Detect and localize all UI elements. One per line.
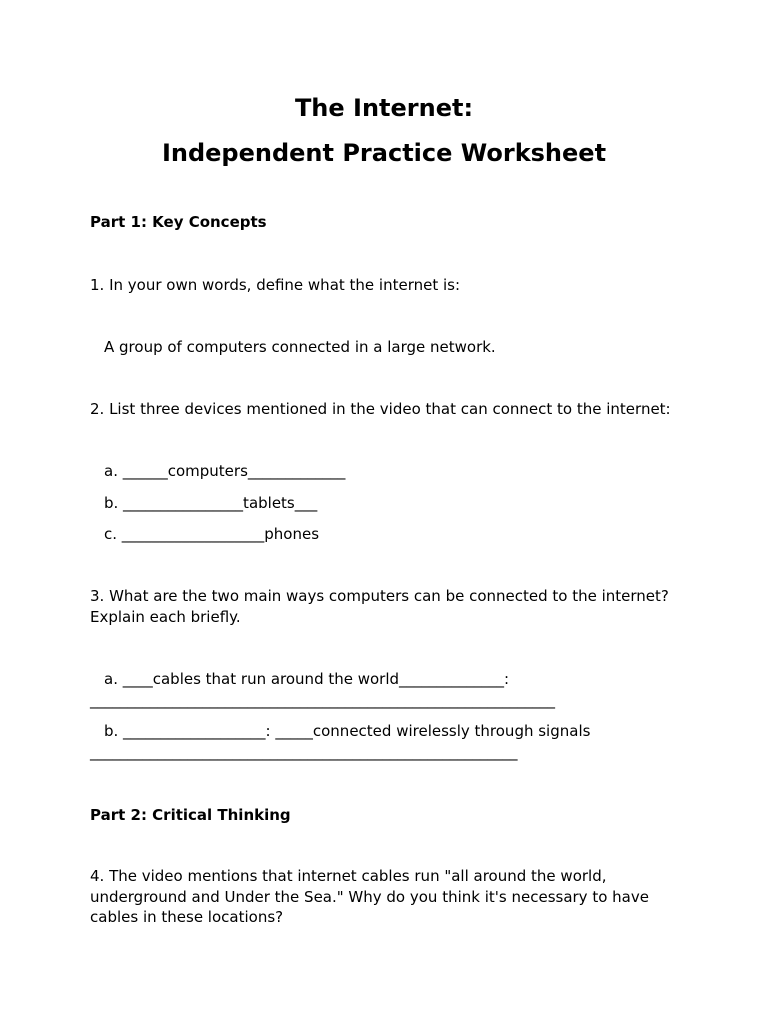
answer-2b: b. ________________tablets___ <box>104 494 318 512</box>
question-1: 1. In your own words, define what the internet is: <box>90 276 461 294</box>
question-4: 4. The video mentions that internet cables run "all around the world, underground and Under the Sea." Why do you think it's necessary to have cables in these locations? <box>90 867 649 926</box>
question-3: 3. What are the two main ways computers can be connected to the internet? Explain each briefly. <box>90 587 669 626</box>
title-line-2: Independent Practice Worksheet <box>161 139 607 167</box>
answer-2a: a. ______computers_____________ <box>104 462 346 480</box>
title-line-1: The Internet: <box>294 94 474 122</box>
part2-heading: Part 2: Critical Thinking <box>90 806 291 824</box>
answer-3b: b. ___________________: _____connected wirelessly through signals <box>104 722 591 740</box>
answer-3a-blank: ______________________________________________________________ <box>90 691 555 709</box>
answer-3b-blank: _________________________________________________________ <box>90 743 518 761</box>
question-2: 2. List three devices mentioned in the video that can connect to the internet: <box>90 400 671 418</box>
part1-heading: Part 1: Key Concepts <box>90 213 267 231</box>
answer-2c: c. ___________________phones <box>104 525 320 543</box>
answer-3a: a. ____cables that run around the world______________: <box>104 670 510 688</box>
answer-1: A group of computers connected in a large network. <box>104 338 496 356</box>
